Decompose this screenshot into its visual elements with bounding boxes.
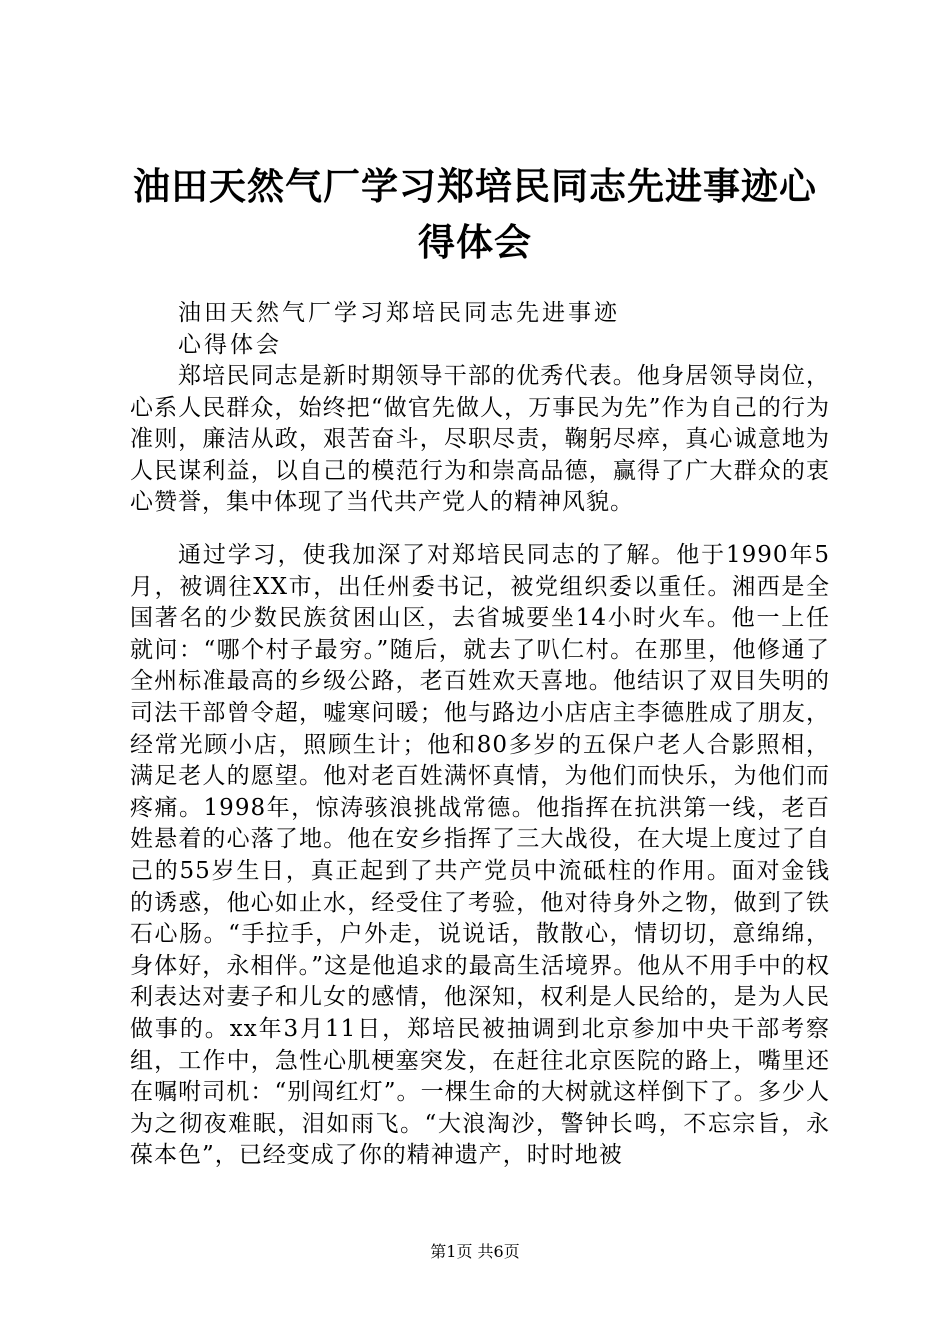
- subtitle-line-1: 油田天然气厂学习郑培民同志先进事迹: [178, 300, 620, 326]
- paragraph-1: 郑培民同志是新时期领导干部的优秀代表。他身居领导岗位，心系人民群众，始终把“做官先做人，万事民为先”作为自己的行为准则，廉洁从政，艰苦奋斗，尽职尽责，鞠躬尽瘁，真心诚意地为人民谋利益，以自己的模范行为和崇高品德，赢得了广大群众的衷心赞誉，集中体现了当代共产党人的精神风貌。: [130, 363, 830, 516]
- paragraph-2: 通过学习，使我加深了对郑培民同志的了解。他于1990年5月，被调往XX市，出任州委书记，被党组织委以重任。湘西是全国著名的少数民族贫困山区，去省城要坐14小时火车。他一上任就问：“哪个村子最穷。”随后，就去了叭仁村。在那里，他修通了全州标准最高的乡级公路，老百姓欢天喜地。他结识了双目失明的司法干部曾令超，嘘寒问暖；他与路边小店店主李德胜成了朋友，经常光顾小店，照顾生计；他和80多岁的五保户老人合影照相，满足老人的愿望。他对老百姓满怀真情，为他们而快乐，为他们而疼痛。1998年，惊涛骇浪挑战常德。他指挥在抗洪第一线，老百姓悬着的心落了地。他在安乡指挥了三大战役，在大堤上度过了自己的55岁生日，真正起到了共产党员中流砥柱的作用。面对金钱的诱惑，他心如止水，经受住了考验，他对待身外之物，做到了铁石心肠。“手拉手，户外走，说说话，散散心，情切切，意绵绵，身体好，永相伴。”这是他追求的最高生活境界。他从不用手中的权利表达对妻子和儿女的感情，他深知，权利是人民给的，是为人民做事的。xx年3月11日，郑培民被抽调到北京参加中央干部考察组，工作中，急性心肌梗塞突发，在赶往北京医院的路上，嘴里还在嘱咐司机：“别闯红灯”。一棵生命的大树就这样倒下了。多少人为之彻夜难眠，泪如雨飞。“大浪淘沙，警钟长鸣，不忘宗旨，永葆本色”，已经变成了你的精神遗产，时时地被: [130, 542, 830, 1169]
- page-number-footer: 第1页 共6页: [430, 1242, 520, 1261]
- document-title: 油田天然气厂学习郑培民同志先进事迹心得体会: [133, 164, 817, 264]
- subtitle-line-2: 心得体会: [178, 332, 282, 358]
